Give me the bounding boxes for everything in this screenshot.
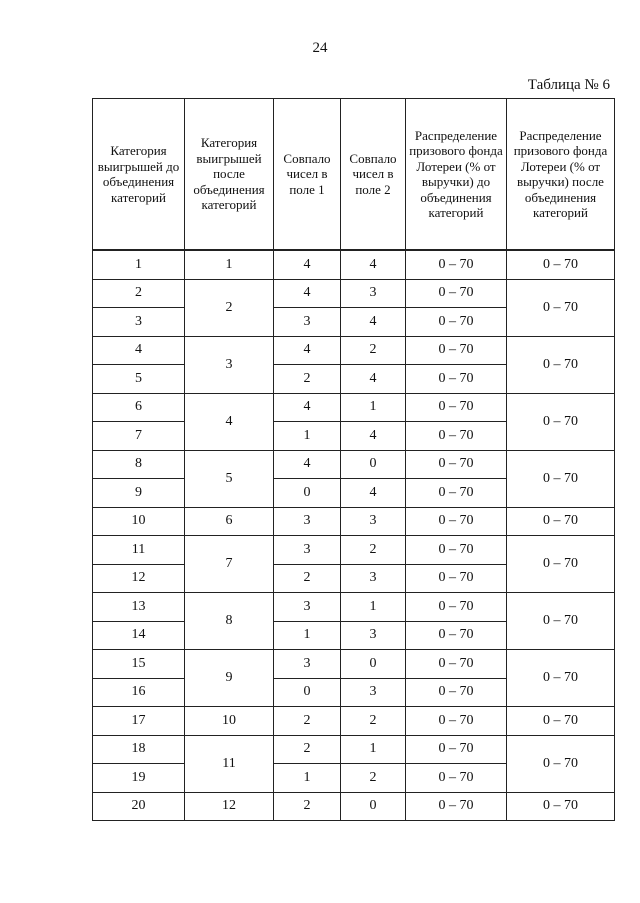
cell-matched-field-2: 3 <box>341 621 406 650</box>
cell-matched-field-2: 4 <box>341 365 406 394</box>
cell-matched-field-2: 3 <box>341 678 406 707</box>
cell-matched-field-1: 3 <box>274 507 341 536</box>
cell-matched-field-1: 4 <box>274 250 341 279</box>
cell-category-after: 11 <box>185 735 274 792</box>
header-category-before: Категория выигрышей до объединения категорий <box>93 99 185 251</box>
cell-distribution-after: 0 – 70 <box>507 336 615 393</box>
cell-category-before: 7 <box>93 422 185 451</box>
cell-category-before: 14 <box>93 621 185 650</box>
table-row <box>93 393 615 422</box>
cell-category-after: 6 <box>185 507 274 536</box>
table-row <box>93 650 615 679</box>
cell-category-before: 11 <box>93 536 185 565</box>
cell-category-before: 17 <box>93 707 185 736</box>
cell-matched-field-1: 3 <box>274 308 341 337</box>
header-distribution-after: Распределение призового фонда Лотереи (% от выручки) после объединения категорий <box>507 99 615 251</box>
cell-category-before: 20 <box>93 792 185 821</box>
cell-matched-field-2: 2 <box>341 536 406 565</box>
cell-distribution-after: 0 – 70 <box>507 279 615 336</box>
cell-category-after: 12 <box>185 792 274 821</box>
cell-category-before: 15 <box>93 650 185 679</box>
header-distribution-before: Распределение призового фонда Лотереи (% от выручки) до объединения категорий <box>406 99 507 251</box>
cell-category-after: 7 <box>185 536 274 593</box>
cell-distribution-before: 0 – 70 <box>406 735 507 764</box>
cell-distribution-after: 0 – 70 <box>507 393 615 450</box>
prize-distribution-table <box>92 98 615 821</box>
table-row <box>93 593 615 622</box>
cell-category-before: 6 <box>93 393 185 422</box>
cell-distribution-after: 0 – 70 <box>507 507 615 536</box>
cell-matched-field-2: 3 <box>341 279 406 308</box>
cell-category-after: 10 <box>185 707 274 736</box>
table-body <box>93 250 615 821</box>
cell-distribution-before: 0 – 70 <box>406 422 507 451</box>
cell-matched-field-1: 1 <box>274 621 341 650</box>
cell-matched-field-2: 1 <box>341 593 406 622</box>
cell-matched-field-2: 1 <box>341 393 406 422</box>
cell-category-before: 4 <box>93 336 185 365</box>
cell-distribution-before: 0 – 70 <box>406 308 507 337</box>
cell-category-before: 3 <box>93 308 185 337</box>
cell-distribution-before: 0 – 70 <box>406 336 507 365</box>
cell-matched-field-1: 4 <box>274 336 341 365</box>
cell-distribution-after: 0 – 70 <box>507 707 615 736</box>
header-matched-field-2: Совпало чисел в поле 2 <box>341 99 406 251</box>
cell-category-before: 10 <box>93 507 185 536</box>
cell-matched-field-2: 0 <box>341 450 406 479</box>
cell-matched-field-1: 4 <box>274 393 341 422</box>
cell-distribution-before: 0 – 70 <box>406 479 507 508</box>
cell-matched-field-1: 2 <box>274 365 341 394</box>
cell-matched-field-1: 2 <box>274 564 341 593</box>
cell-category-after: 3 <box>185 336 274 393</box>
cell-matched-field-1: 2 <box>274 707 341 736</box>
cell-matched-field-2: 1 <box>341 735 406 764</box>
cell-distribution-before: 0 – 70 <box>406 279 507 308</box>
cell-distribution-after: 0 – 70 <box>507 450 615 507</box>
table-row <box>93 536 615 565</box>
cell-matched-field-2: 3 <box>341 564 406 593</box>
cell-distribution-before: 0 – 70 <box>406 621 507 650</box>
cell-category-after: 8 <box>185 593 274 650</box>
cell-distribution-before: 0 – 70 <box>406 707 507 736</box>
table-row <box>93 250 615 279</box>
cell-category-after: 2 <box>185 279 274 336</box>
cell-distribution-before: 0 – 70 <box>406 650 507 679</box>
cell-matched-field-1: 1 <box>274 764 341 793</box>
cell-category-after: 1 <box>185 250 274 279</box>
cell-category-before: 19 <box>93 764 185 793</box>
cell-category-before: 8 <box>93 450 185 479</box>
cell-matched-field-2: 4 <box>341 479 406 508</box>
cell-distribution-before: 0 – 70 <box>406 792 507 821</box>
cell-distribution-before: 0 – 70 <box>406 564 507 593</box>
header-matched-field-1: Совпало чисел в поле 1 <box>274 99 341 251</box>
cell-category-before: 12 <box>93 564 185 593</box>
cell-matched-field-1: 2 <box>274 792 341 821</box>
cell-distribution-before: 0 – 70 <box>406 393 507 422</box>
cell-distribution-after: 0 – 70 <box>507 593 615 650</box>
cell-distribution-after: 0 – 70 <box>507 536 615 593</box>
cell-distribution-before: 0 – 70 <box>406 450 507 479</box>
cell-matched-field-1: 2 <box>274 735 341 764</box>
cell-distribution-after: 0 – 70 <box>507 250 615 279</box>
cell-matched-field-2: 4 <box>341 308 406 337</box>
cell-matched-field-1: 1 <box>274 422 341 451</box>
cell-matched-field-1: 3 <box>274 536 341 565</box>
cell-matched-field-2: 4 <box>341 422 406 451</box>
cell-category-after: 9 <box>185 650 274 707</box>
cell-distribution-before: 0 – 70 <box>406 507 507 536</box>
cell-matched-field-2: 0 <box>341 650 406 679</box>
cell-distribution-after: 0 – 70 <box>507 735 615 792</box>
cell-matched-field-1: 4 <box>274 279 341 308</box>
cell-category-after: 4 <box>185 393 274 450</box>
table-row <box>93 707 615 736</box>
cell-distribution-before: 0 – 70 <box>406 593 507 622</box>
table-row <box>93 279 615 308</box>
table-row <box>93 336 615 365</box>
cell-matched-field-2: 2 <box>341 764 406 793</box>
table-row <box>93 792 615 821</box>
header-category-after: Категория выигрышей после объединения категорий <box>185 99 274 251</box>
cell-category-before: 16 <box>93 678 185 707</box>
table-header-row <box>93 99 615 251</box>
cell-category-before: 5 <box>93 365 185 394</box>
cell-matched-field-2: 4 <box>341 250 406 279</box>
cell-matched-field-1: 3 <box>274 593 341 622</box>
page-number: 24 <box>312 40 328 56</box>
cell-matched-field-2: 2 <box>341 336 406 365</box>
cell-matched-field-1: 0 <box>274 678 341 707</box>
cell-category-after: 5 <box>185 450 274 507</box>
table-row <box>93 735 615 764</box>
cell-distribution-before: 0 – 70 <box>406 536 507 565</box>
cell-distribution-before: 0 – 70 <box>406 250 507 279</box>
cell-category-before: 18 <box>93 735 185 764</box>
cell-matched-field-2: 3 <box>341 507 406 536</box>
cell-distribution-before: 0 – 70 <box>406 678 507 707</box>
cell-category-before: 2 <box>93 279 185 308</box>
cell-matched-field-2: 0 <box>341 792 406 821</box>
cell-category-before: 1 <box>93 250 185 279</box>
cell-category-before: 13 <box>93 593 185 622</box>
cell-distribution-before: 0 – 70 <box>406 764 507 793</box>
cell-matched-field-1: 3 <box>274 650 341 679</box>
cell-distribution-after: 0 – 70 <box>507 792 615 821</box>
cell-distribution-after: 0 – 70 <box>507 650 615 707</box>
cell-category-before: 9 <box>93 479 185 508</box>
cell-matched-field-1: 0 <box>274 479 341 508</box>
cell-matched-field-1: 4 <box>274 450 341 479</box>
table-row <box>93 450 615 479</box>
table-row <box>93 507 615 536</box>
table-caption: Таблица № 6 <box>527 77 610 93</box>
cell-matched-field-2: 2 <box>341 707 406 736</box>
cell-distribution-before: 0 – 70 <box>406 365 507 394</box>
